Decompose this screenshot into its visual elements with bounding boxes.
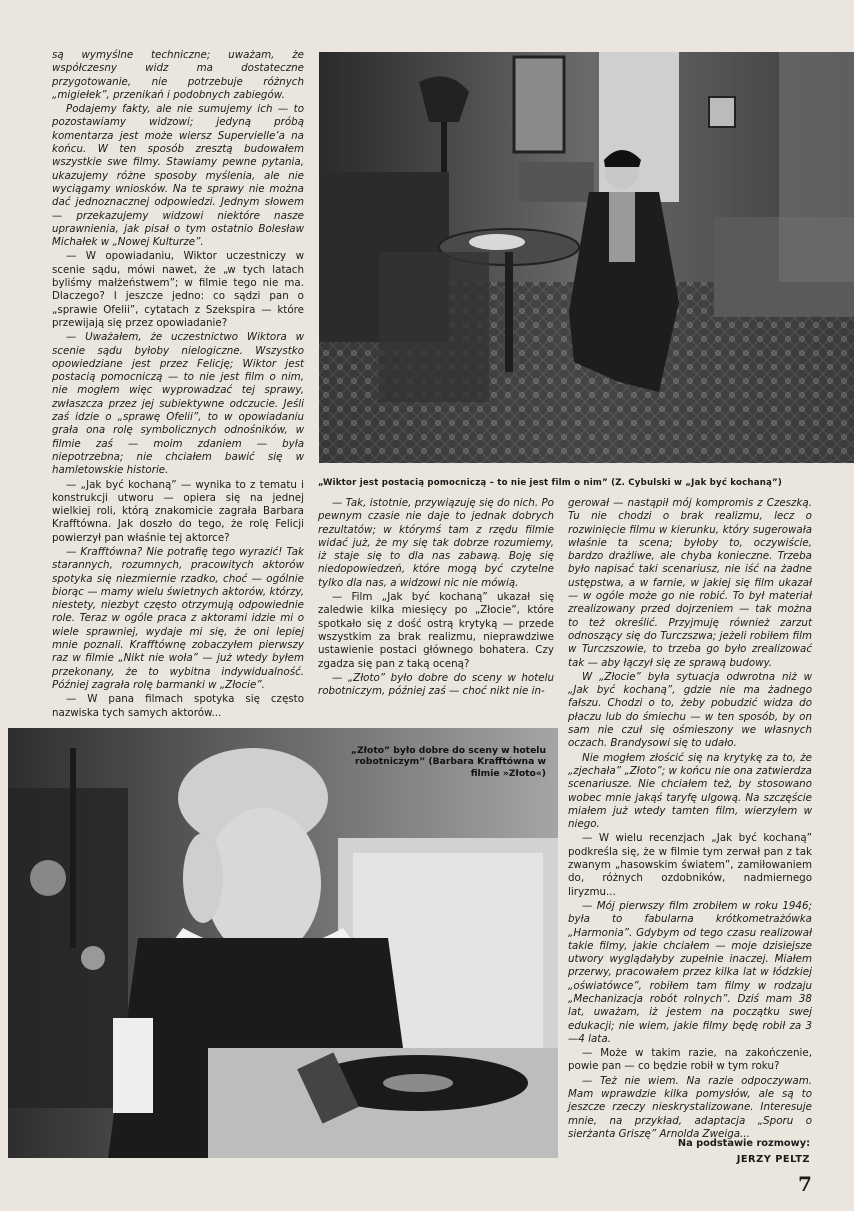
author-name: JERZY PELTZ: [736, 1154, 810, 1165]
col3-paragraph: — Też nie wiem. Na razie odpoczywam. Mam wprawdzie kilka pomysłów, ale są to jeszcze rzeczy nieskrystalizowane. Interesuje mnie, na przykład, adaptacja „Sporu o sierżanta Griszę” Arnolda Zweiga...: [568, 1074, 812, 1140]
col1-paragraph: — „Jak być kochaną” — wynika to z tematu i konstrukcji utworu — opiera się na jednej wielkiej roli, którą znakomicie zagrała Barbara Krafftówna. Jak doszło do tego, że rolę Felicji powierzył pan właśnie tej aktorce?: [52, 478, 304, 544]
text-column-middle: [318, 497, 554, 712]
col2-paragraph: — „Złoto” było dobre do sceny w hotelu robotniczym, później zaś — choć nikt nie in-: [318, 671, 554, 698]
text-column-left: [52, 49, 304, 719]
col1-paragraph: — W opowiadaniu, Wiktor uczestniczy w scenie sądu, mówi nawet, że „w tych latach byliśmy małżeństwem”; w filmie tego nie ma. Dlaczego? I jeszcze jedno: co sądzi pan o „sprawie Ofelii”, cytatach z Szekspira — które przewijają się przez opowiadanie?: [52, 250, 304, 329]
col1-paragraph: są wymyślne techniczne; uważam, że współczesny widz ma dostateczne przygotowanie, nie potrzebuje różnych „migiełek”, przenikań i podobnych zabiegów.: [52, 49, 304, 101]
page-number: 7: [798, 1172, 812, 1196]
col1-paragraph: — Uważałem, że uczestnictwo Wiktora w scenie sądu byłoby nielogiczne. Wszystko opowiedziane jest przez Felicję; Wiktor jest postacią pomocniczą — to nie jest film o nim, nie mogłem więc wyprowadzać tej sprawy, zwłaszcza przez jej subiektywne odczucie. Jeśli zaś idzie o „sprawę Ofelii”, to w opowiadaniu grała ona rolę symbolicznych odnośników, w filmie zaś — moim zdaniem — była niepotrzebna; nie chciałem bawić się w hamletowskie historie.: [52, 331, 304, 477]
film-still-krafftowna: [8, 728, 558, 1158]
col1-paragraph: — Krafftówna? Nie potrafię tego wyrazić! Tak starannych, rozumnych, pracowitych aktorów spotyka się niezmiernie rzadko, choć — ogólnie biorąc — mamy wielu świetnych aktorów, którzy, niestety, niezbyt często otrzymują odpowiednie role. Teraz w ogóle praca z aktorami idzie mi o wiele sprawniej, wydaje mi się, że oni lepiej mnie poznali. Krafftównę zobaczyłem pierwszy raz w filmie „Nikt nie woła” — już wtedy byłem przekonany, że to wybitna indywidualność. Później zagrała rolę barmanki w „Złocie”.: [52, 545, 304, 691]
col3-paragraph: — Mój pierwszy film zrobiłem w roku 1946; była to fabularna krótkometrażówka „Harmonia”. Gdybym od tego czasu realizował takie filmy, jakie chciałem — moje dzisiejsze utwory wyglądałyby zupełnie inaczej. Miałem przerwy, pracowałem przez kilka lat w łódzkiej „oświatówce”, robiłem tam filmy w rodzaju „Mechanizacja robót rolnych”. Dziś mam 38 lat, uważam, iż jestem na początku swej edukacji; nie wiem, jakie filmy będę robił za 3—4 lata.: [568, 899, 812, 1045]
col3-paragraph: gerował — nastąpił mój kompromis z Czeszką. Tu nie chodzi o brak realizmu, lecz o rozwinięcie filmu w kierunku, który sugerowała właśnie ta scena; byłoby to, oczywiście, bardzo drażliwe, ale chyba konieczne. Trzeba było napisać taki scenariusz, nie iść na żadne ustępstwa, a w farnie, w jakiej się film ukazał — w ogóle może go nie robić. To był materiał zrealizowany przed dojrzeniem — tak można to też określić. Przyjmuję również zarzut odnoszący się do Turczszwa; jeżeli robiłem film w Turczszowie, to trzeba go było zrealizować tak — aby łączył się ze sprawą budowy.: [568, 497, 812, 669]
col1-paragraph: — W pana filmach spotyka się często nazwiska tych samych aktorów...: [52, 693, 304, 719]
interview-credit: Na podstawie rozmowy:: [677, 1138, 810, 1149]
photo-caption-top: „Wiktor jest postacią pomocniczą – to nie jest film o nim” (Z. Cybulski w „Jak być kochaną”): [318, 478, 783, 488]
film-still-cybulski-illustration: [319, 52, 854, 463]
col2-paragraph: — Tak, istotnie, przywiązuję się do nich. Po pewnym czasie nie daje to jednak dobrych rezultatów; w którymś tam z rzędu filmie widać już, że my się tak dobrze rozumiemy, iż staje się to dla nas zabawą. Boję się niedopowiedzeń, które mogą być czytelne tylko dla nas, a widzowi nic nie mówią.: [318, 497, 554, 589]
col3-paragraph: W „Złocie” była sytuacja odwrotna niż w „Jak być kochaną”, gdzie nie ma żadnego fałszu. Chodzi o to, żeby pobudzić widza do płaczu lub do śmiechu — w ten sposób, by on sam nie czuł się ośmieszony we własnych oczach. Brandysowi się to udało.: [568, 670, 812, 750]
film-still-krafftowna-illustration: [8, 728, 558, 1158]
text-column-right: [568, 497, 812, 1140]
col3-paragraph: — Może w takim razie, na zakończenie, powie pan — co będzie robił w tym roku?: [568, 1047, 812, 1073]
col3-paragraph: — W wielu recenzjach „Jak być kochaną” podkreśla się, że w filmie tym zerwał pan z tak zwanym „hasowskim światem”, zamiłowaniem do, różnych ozdobników, nadmiernego liryzmu...: [568, 832, 812, 898]
col1-paragraph: Podajemy fakty, ale nie sumujemy ich — to pozostawiamy widzowi; jedyną próbą komentarza jest może wiersz Supervielle’a na końcu. W ten sposób zresztą budowałem wszystkie swe filmy. Stawiamy pewne pytania, ukazujemy różne sposoby myślenia, ale nie wyciągamy wniosków. Na te sprawy nie można dać jednoznacznej odpowiedzi. Jednym słowem — przekazujemy widzowi niektóre nasze uprawnienia, jak pisał o tym ostatnio Bolesław Michałek w „Nowej Kulturze”.: [52, 103, 304, 249]
film-still-cybulski: [319, 52, 854, 463]
photo-caption-bottom: „Złoto” było dobre do sceny w hotelu robotniczym” (Barbara Krafftówna w filmie »Złoto«): [350, 745, 546, 779]
col3-paragraph: Nie mogłem złościć się na krytykę za to, że „zjechała” „Złoto”; w końcu nie ona zatwierdza scenariusze. Nie chciałem też, by stosowano wobec mnie jakąś taryfę ulgową. Na szczęście miałem już wtedy tamten film, wierzyłem w niego.: [568, 751, 812, 831]
col2-paragraph: — Film „Jak być kochaną” ukazał się zaledwie kilka miesięcy po „Złocie”, które spotkało się z dość ostrą krytyką — przede wszystkim za brak realizmu, nieprawdziwe ustawienie postaci głównego bohatera. Czy zgadza się pan z taką oceną?: [318, 591, 554, 670]
